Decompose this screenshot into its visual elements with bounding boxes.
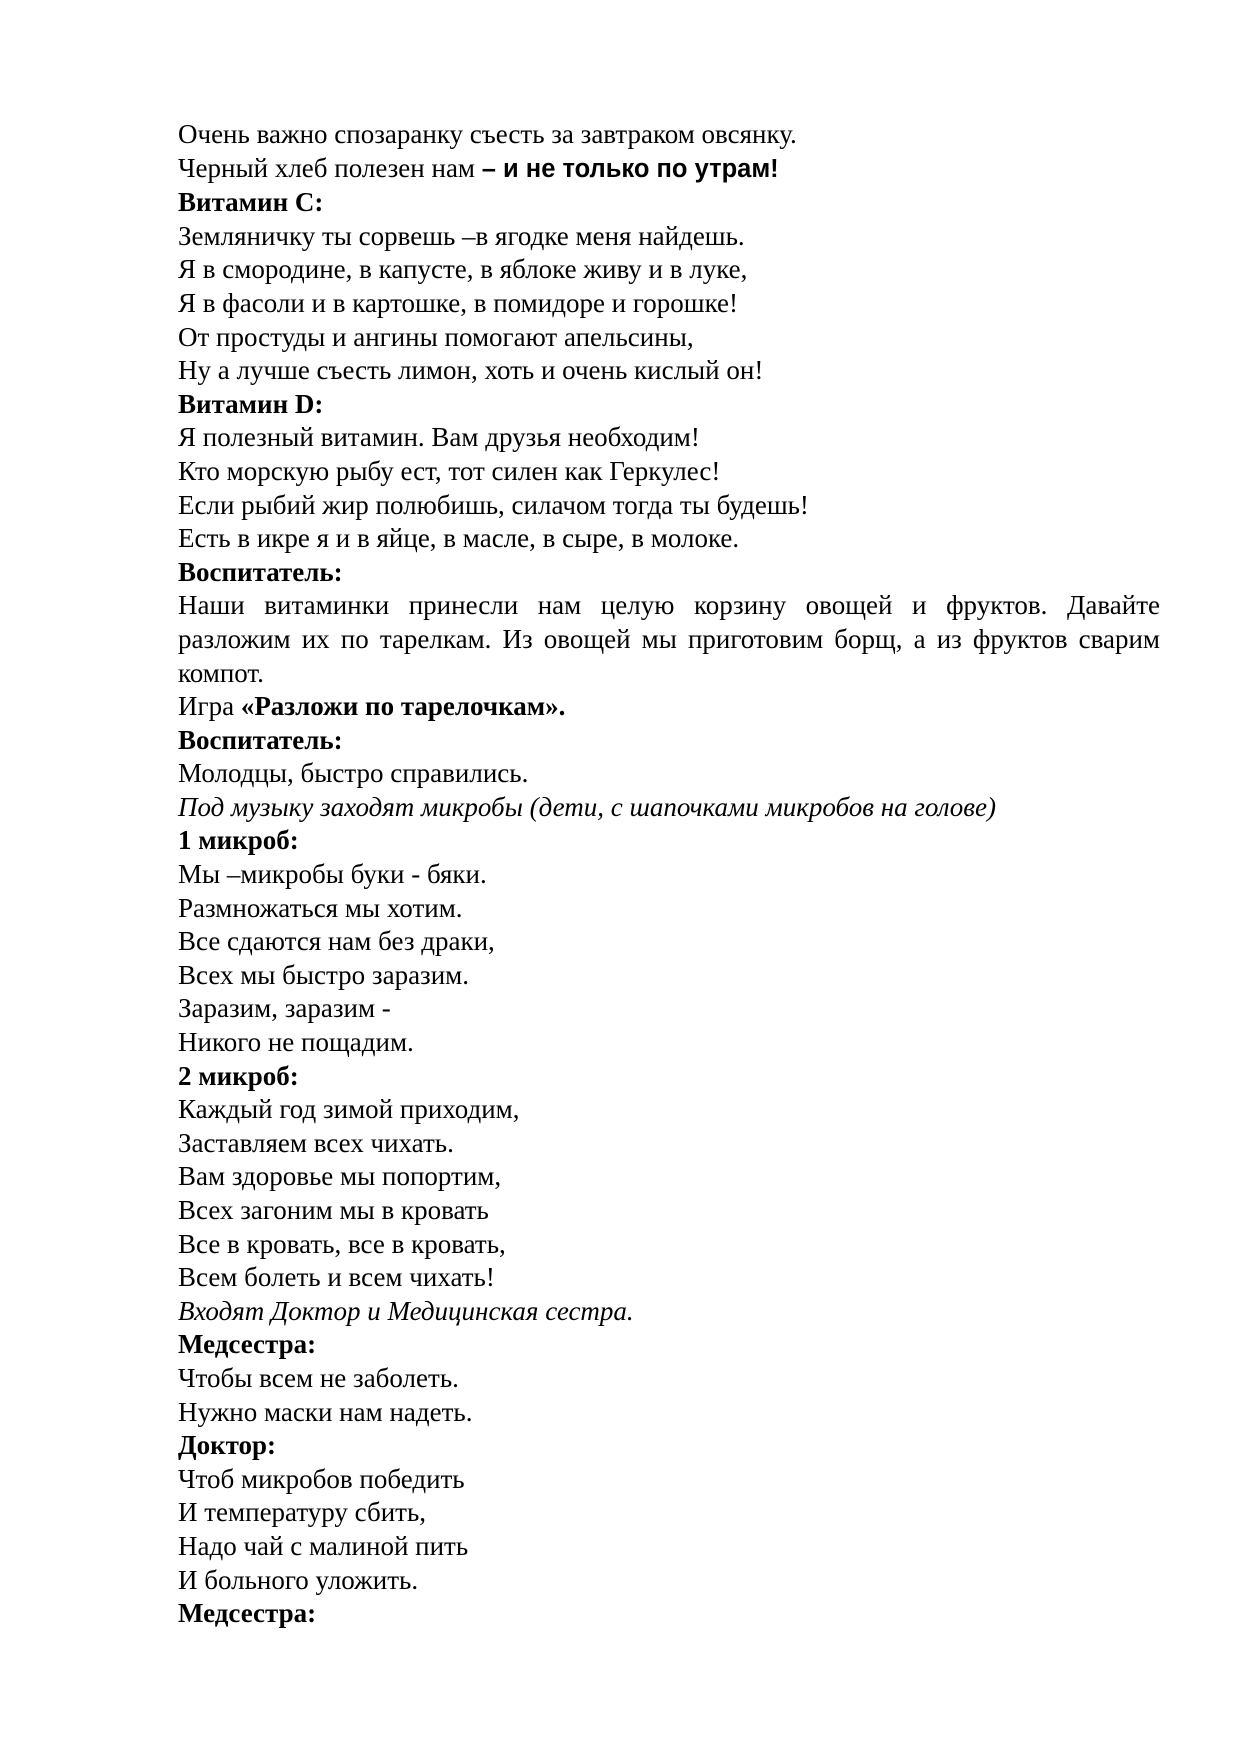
verse-line: Заставляем всех чихать.	[178, 1127, 454, 1158]
teacher-paragraph: Наши витаминки принесли нам целую корзину овощей и фруктов. Давайте разложим их по тарелкам. Из овощей мы приготовим борщ, а из фруктов сварим компот.	[178, 590, 1160, 688]
verse-line: Всех мы быстро заразим.	[178, 959, 470, 990]
stage-direction: Входят Доктор и Медицинская сестра.	[178, 1295, 634, 1326]
speaker-vitamin-d: Витамин D:	[178, 388, 324, 419]
game-title: «Разложи по тарелочкам».	[240, 691, 566, 722]
verse-line: Всех загоним мы в кровать	[178, 1195, 489, 1225]
text-line: Очень важно спозаранку съесть за завтраком овсянку.	[178, 119, 797, 149]
verse-line: Мы –микробы буки - бяки.	[178, 859, 487, 890]
verse-line: Нужно маски нам надеть.	[178, 1396, 473, 1427]
verse-line: От простуды и ангины помогают апельсины,	[178, 321, 694, 352]
verse-line: Чтоб микробов победить	[178, 1463, 465, 1494]
speaker-microbe-2: 2 микроб:	[178, 1060, 299, 1091]
verse-line: Всем болеть и всем чихать!	[178, 1262, 495, 1293]
speaker-doctor: Доктор:	[178, 1430, 277, 1461]
verse-line: Все в кровать, все в кровать,	[178, 1228, 506, 1259]
speaker-nurse: Медсестра:	[178, 1598, 317, 1629]
verse-line: Я в фасоли и в картошке, в помидоре и горошке!	[178, 287, 738, 318]
text-line: Молодцы, быстро справились.	[178, 758, 529, 789]
speaker-teacher: Воспитатель:	[178, 724, 343, 755]
verse-line: И температуру сбить,	[178, 1497, 427, 1528]
text-line	[178, 152, 1160, 187]
verse-line: Кто морскую рыбу ест, тот силен как Геркулес!	[178, 455, 721, 486]
document-page	[178, 118, 1160, 1631]
stage-direction: Под музыку заходят микробы (дети, с шапочками микробов на голове)	[178, 791, 997, 822]
verse-line: Надо чай с малиной пить	[178, 1530, 469, 1561]
verse-line: Если рыбий жир полюбишь, силачом тогда ты будешь!	[178, 489, 809, 520]
verse-line: Все сдаются нам без драки,	[178, 926, 495, 957]
verse-line: Размножаться мы хотим.	[178, 892, 463, 923]
game-prefix: Игра	[178, 691, 241, 722]
verse-line: Ну а лучше съесть лимон, хоть и очень кислый он!	[178, 355, 764, 386]
speaker-nurse: Медсестра:	[178, 1329, 317, 1360]
text-fragment: Черный хлеб полезен нам	[178, 152, 482, 183]
verse-line: Я полезный витамин. Вам друзья необходим!	[178, 422, 700, 453]
verse-line: И больного уложить.	[178, 1564, 419, 1595]
speaker-vitamin-c: Витамин С:	[178, 187, 324, 218]
verse-line: Заразим, заразим -	[178, 993, 391, 1024]
verse-line: Есть в икре я и в яйце, в масле, в сыре, в молоке.	[178, 523, 740, 554]
verse-line: Вам здоровье мы попортим,	[178, 1161, 502, 1192]
verse-line: Чтобы всем не заболеть.	[178, 1362, 459, 1393]
verse-line: Я в смородине, в капусте, в яблоке живу и в луке,	[178, 254, 748, 285]
speaker-microbe-1: 1 микроб:	[178, 825, 299, 856]
verse-line: Никого не пощадим.	[178, 1027, 414, 1058]
verse-line: Земляничку ты сорвешь –в ягодке меня найдешь.	[178, 220, 745, 251]
verse-line: Каждый год зимой приходим,	[178, 1094, 520, 1125]
speaker-teacher: Воспитатель:	[178, 556, 343, 587]
text-fragment-emphasis: – и не только по утрам!	[481, 154, 779, 183]
game-line	[178, 690, 1160, 724]
